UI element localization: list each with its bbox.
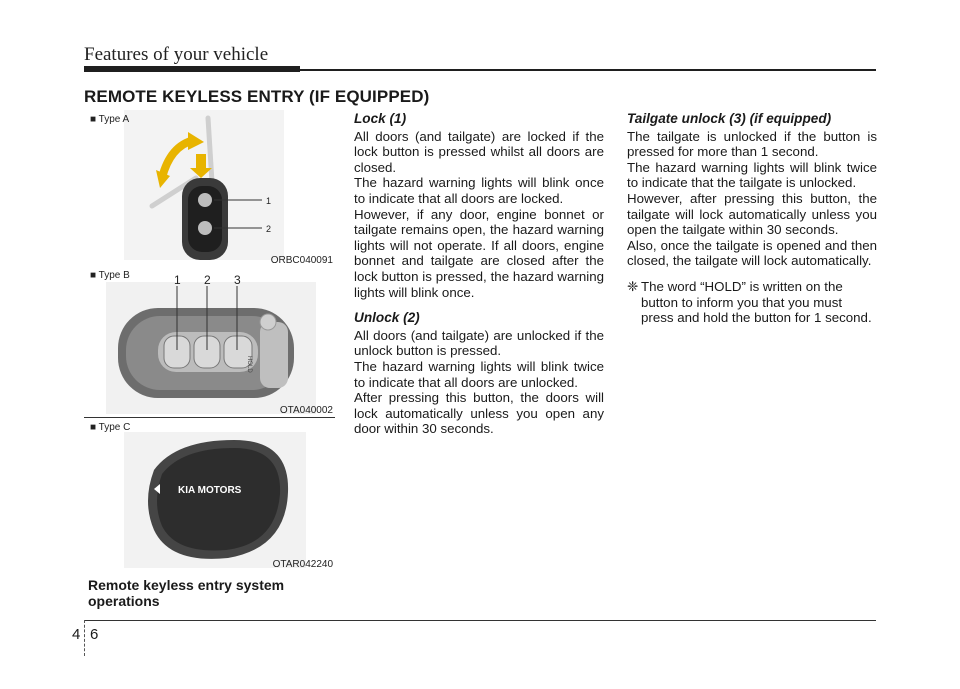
callout-1: 1	[266, 196, 272, 206]
column-tailgate	[627, 111, 877, 326]
tailgate-paragraph: Also, once the tailgate is opened and then closed, the tailgate will lock automatically.	[627, 237, 877, 269]
section-title: REMOTE KEYLESS ENTRY (IF EQUIPPED)	[84, 87, 430, 106]
unlock-paragraph: All doors (and tailgate) are unlocked if the unlock button is pressed.	[354, 327, 604, 359]
tailgate-paragraph: However, after pressing this button, the tailgate will lock automatically unless you open the tailgate within 30 seconds.	[627, 190, 877, 238]
brand-logo-text: KIA MOTORS	[178, 485, 242, 496]
callout-2: 2	[204, 273, 211, 287]
figure-code: OTA040002	[279, 405, 333, 416]
hold-note-text: The word “HOLD” is written on the button to inform you that you must press and hold the button for 1 second.	[641, 278, 872, 326]
tailgate-title: Tailgate unlock (3) (if equipped)	[627, 111, 832, 126]
header-title: Features of your vehicle	[84, 44, 269, 65]
figure-type-label: ■ Type B	[90, 270, 130, 281]
lock-title: Lock (1)	[354, 111, 407, 126]
figure-type-label: ■ Type C	[90, 422, 131, 433]
tailgate-paragraph: The tailgate is unlocked if the button is pressed for more than 1 second.	[627, 128, 877, 160]
figure-type-label: ■ Type A	[90, 114, 130, 125]
unlock-paragraph: After pressing this button, the doors will lock automatically unless you open any door within 30 seconds.	[354, 390, 604, 437]
hold-label: HOLD	[246, 356, 252, 373]
lock-paragraph: The hazard warning lights will blink once to indicate that all doors are locked.	[354, 175, 604, 206]
unlock-title: Unlock (2)	[354, 310, 420, 326]
footer-separator	[84, 620, 85, 656]
operations-heading: Remote keyless entry system operations	[88, 577, 285, 609]
lock-paragraph: All doors (and tailgate) are locked if the lock button is pressed whilst all doors are closed.	[354, 128, 604, 175]
callout-1: 1	[174, 273, 181, 287]
figure-code: OTAR042240	[272, 559, 333, 570]
figure-type-b	[84, 266, 335, 418]
smart-key-illustration	[84, 266, 335, 418]
figure-type-a	[84, 110, 335, 268]
header-bar	[84, 66, 300, 72]
callout-3: 3	[234, 273, 241, 287]
figure-type-c	[84, 418, 335, 572]
section-number: 4	[72, 626, 81, 643]
note-mark-icon: ❈	[627, 278, 639, 294]
page-number: 6	[90, 626, 99, 643]
flip-key-illustration	[84, 110, 335, 268]
fob-illustration	[84, 418, 335, 572]
callout-2: 2	[266, 224, 272, 234]
figure-code: ORBC040091	[270, 255, 333, 266]
hold-note	[627, 279, 877, 326]
header-rule	[300, 69, 876, 71]
footer-rule	[84, 620, 876, 621]
column-lock-unlock	[354, 111, 604, 437]
unlock-paragraph: The hazard warning lights will blink twice to indicate that all doors are unlocked.	[354, 358, 604, 390]
tailgate-paragraph: The hazard warning lights will blink twice to indicate that the tailgate is unlocked.	[627, 159, 877, 191]
lock-paragraph: However, if any door, engine bonnet or tailgate remains open, the hazard warning lights will not operate. If all doors, engine bonnet and tailgate are closed after the lock button is pressed, the hazard warning lights will blink once.	[354, 206, 604, 300]
